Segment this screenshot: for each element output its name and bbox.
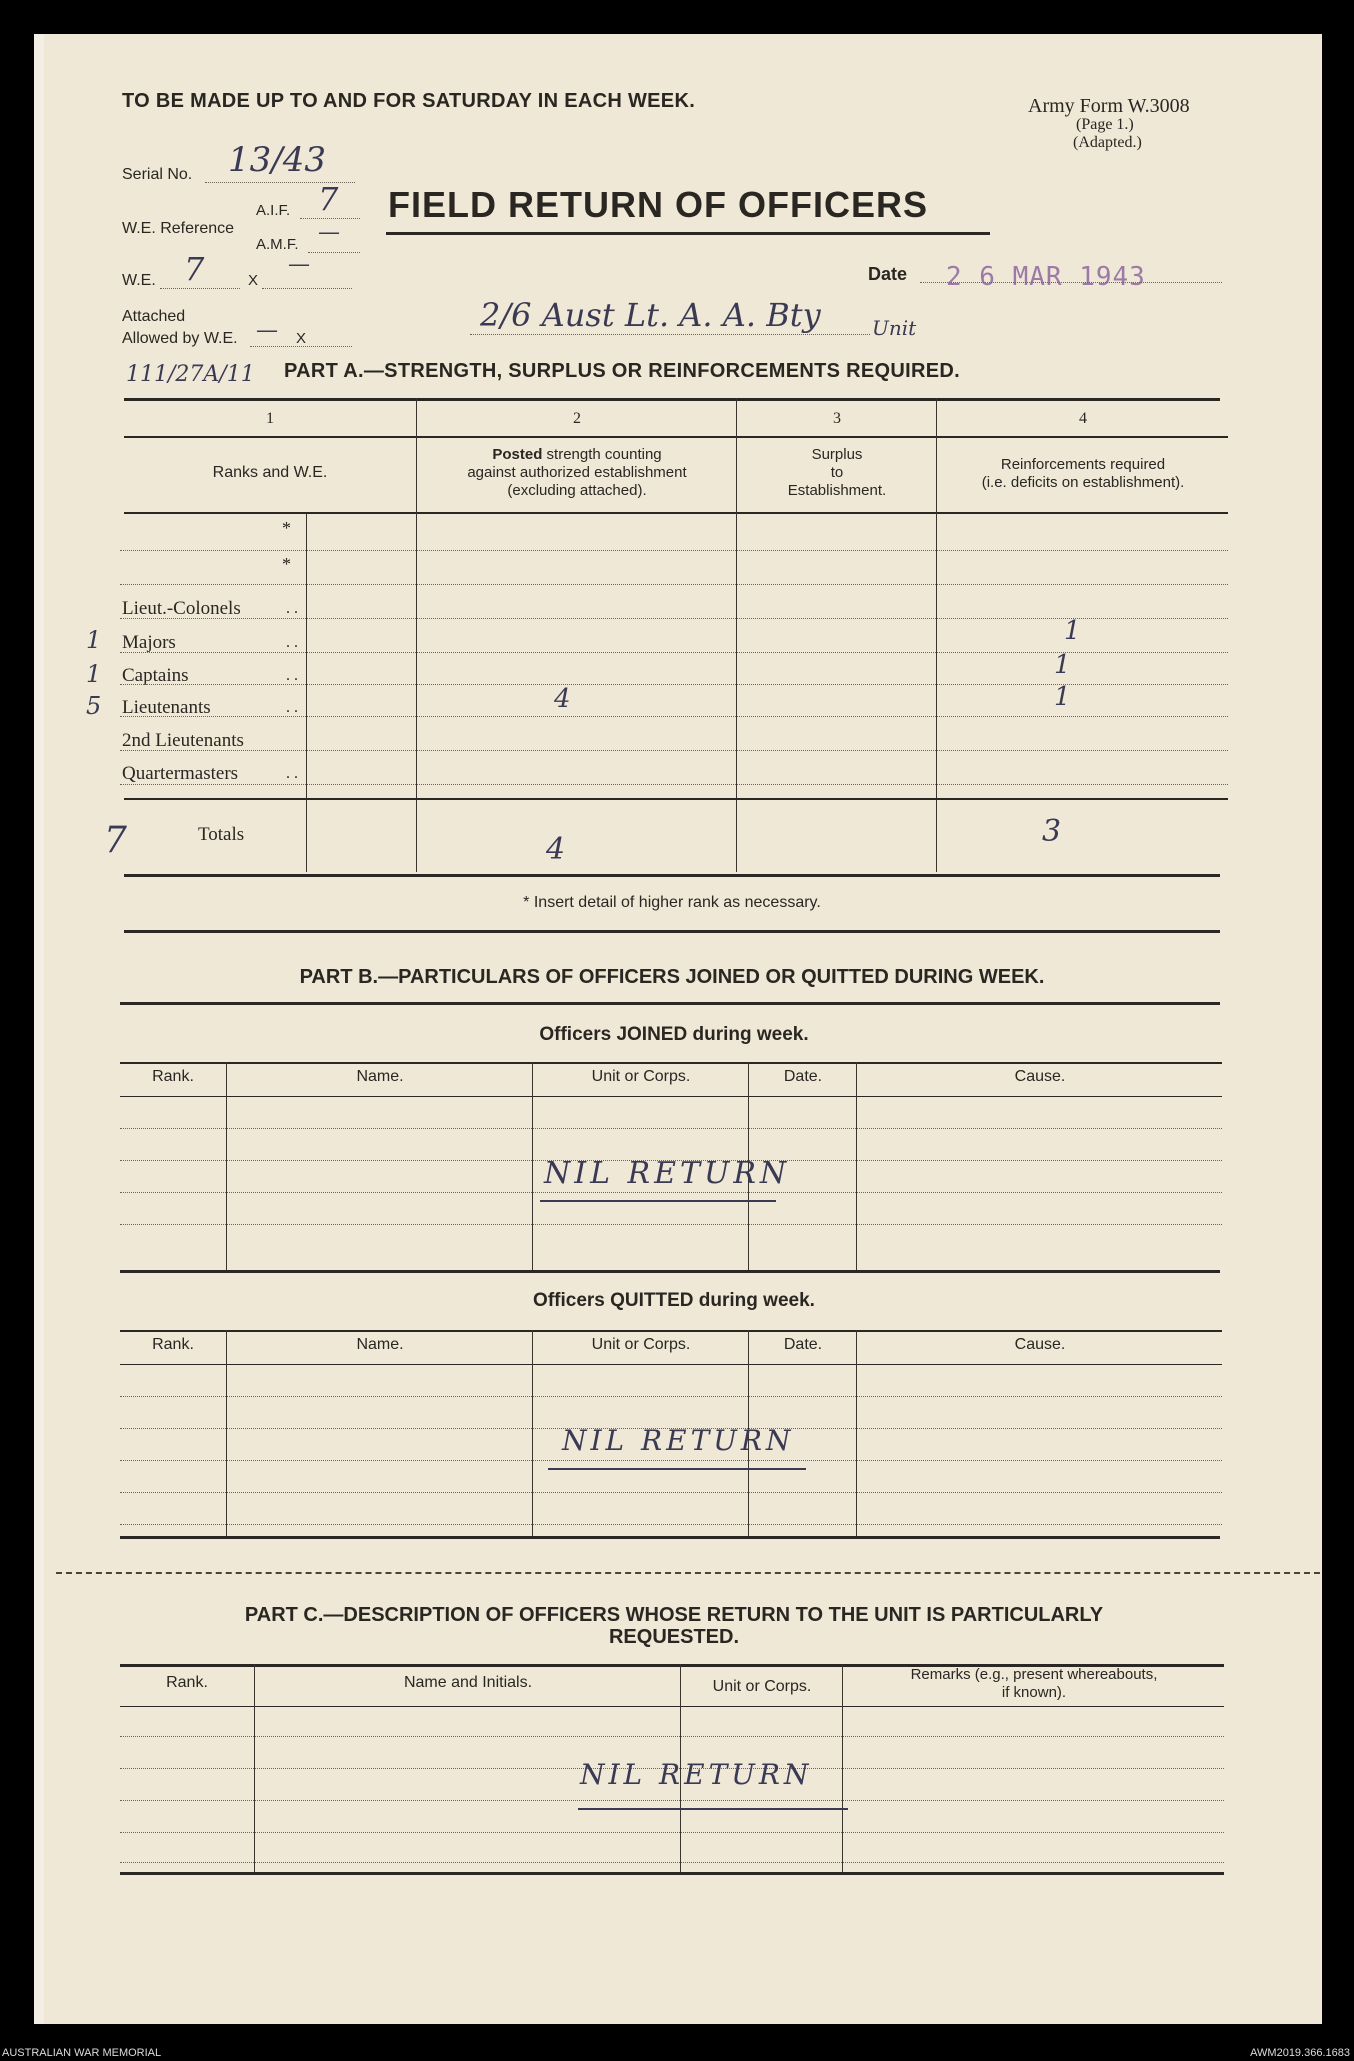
posted-value: 4: [554, 684, 571, 714]
col-name: Name.: [356, 1068, 404, 1085]
serial-label: Serial No.: [122, 166, 193, 183]
attached-label: Attached: [122, 308, 186, 325]
reinf-value: 1: [1054, 682, 1071, 712]
posted-line1: strength counting: [546, 446, 662, 463]
col-header-surplus: Surplus to Establishment.: [787, 446, 887, 499]
row-star: *: [282, 554, 291, 574]
leader-dots: . .: [286, 765, 298, 782]
date-stamp: 2 6 MAR 1943: [946, 262, 1146, 292]
unit-label: Unit: [872, 316, 917, 340]
col-number-1: 1: [266, 410, 274, 427]
unit-value: 2/6 Aust Lt. A. A. Bty: [480, 296, 821, 334]
footer-left: AUSTRALIAN WAR MEMORIAL: [2, 2047, 162, 2059]
row-star: *: [282, 518, 291, 538]
perforation-line: [56, 1572, 1320, 1574]
part-b-title: PART B.—PARTICULARS OF OFFICERS JOINED OR QUITTED DURING WEEK.: [299, 966, 1045, 988]
col-cause: Cause.: [1014, 1336, 1066, 1353]
page-number: (Page 1.): [1076, 116, 1134, 133]
allowed-value: —: [256, 318, 278, 343]
col-number-3: 3: [833, 410, 841, 427]
margin-note: 111/27A/11: [126, 362, 255, 387]
reinf-value: 1: [1064, 616, 1081, 646]
quitted-nil-return: NIL RETURN: [562, 1424, 795, 1457]
col-date: Date.: [783, 1068, 823, 1085]
part-a-footnote: * Insert detail of higher rank as necessary.: [523, 894, 821, 911]
leader-dots: . .: [286, 667, 298, 684]
row-margin-value: 1: [86, 660, 102, 688]
adapted-note: (Adapted.): [1073, 134, 1142, 151]
aif-value: 7: [318, 180, 339, 218]
joined-nil-return: NIL RETURN: [544, 1156, 791, 1191]
aif-label: A.I.F.: [256, 202, 291, 219]
col-name-initials: Name and Initials.: [403, 1674, 533, 1691]
col-rank: Rank.: [152, 1336, 194, 1353]
rank-label: Majors: [122, 632, 176, 653]
we-x-mark: X: [248, 272, 259, 289]
date-label: Date: [868, 264, 908, 284]
quitted-title: Officers QUITTED during week.: [533, 1290, 815, 1311]
col-cause: Cause.: [1014, 1068, 1066, 1085]
posted-line3: (excluding attached).: [507, 482, 647, 499]
part-a-title: PART A.—STRENGTH, SURPLUS OR REINFORCEMENTS REQUIRED.: [284, 360, 960, 382]
part-c-title: [124, 1604, 1224, 1648]
col-remarks: Remarks (e.g., present whereabouts, if known).: [910, 1666, 1158, 1701]
col-rank: Rank.: [166, 1674, 208, 1691]
we-value: 7: [184, 250, 205, 288]
part-c-nil-underline: [578, 1808, 848, 1810]
totals-label: Totals: [198, 824, 245, 845]
col-number-2: 2: [573, 410, 581, 427]
posted-bold-label: Posted: [492, 446, 543, 463]
col-name: Name.: [356, 1336, 404, 1353]
amf-label: A.M.F.: [256, 236, 299, 253]
col-unit: Unit or Corps.: [591, 1336, 691, 1353]
army-form-number: Army Form W.3008: [1028, 95, 1190, 117]
col-header-ranks: Ranks and W.E.: [212, 464, 328, 481]
serial-value: 13/43: [228, 140, 326, 180]
col-header-posted: [418, 446, 736, 500]
col-unit: Unit or Corps.: [591, 1068, 691, 1085]
leader-dots: . .: [286, 600, 298, 617]
rank-label: Lieutenants: [122, 697, 211, 718]
part-c-title-line1: PART C.—DESCRIPTION OF OFFICERS WHOSE RETURN TO THE UNIT IS PARTICULARLY: [244, 1604, 1104, 1626]
joined-nil-underline: [540, 1200, 776, 1202]
leader-dots: . .: [286, 634, 298, 651]
form-title: FIELD RETURN OF OFFICERS: [388, 184, 928, 225]
allowed-x-mark: X: [296, 330, 307, 347]
row-margin-value: 1: [86, 626, 102, 654]
footer-right: AWM2019.366.1683: [1250, 2047, 1350, 2059]
row-margin-value: 5: [86, 692, 102, 720]
col-number-4: 4: [1079, 410, 1087, 427]
part-c-nil-return: NIL RETURN: [580, 1758, 813, 1791]
col-header-reinforcements: Reinforcements required (i.e. deficits on establishment).: [981, 456, 1185, 491]
totals-margin-value: 7: [104, 820, 127, 861]
quitted-nil-underline: [548, 1468, 806, 1470]
we-reference-label: W.E. Reference: [122, 220, 235, 237]
reinf-value: 1: [1054, 650, 1071, 680]
part-c-title-line2: REQUESTED.: [608, 1626, 740, 1648]
leader-dots: . .: [286, 699, 298, 716]
we-label: W.E.: [122, 272, 156, 289]
col-unit: Unit or Corps.: [712, 1678, 812, 1695]
totals-reinf-value: 3: [1042, 814, 1062, 849]
totals-posted-value: 4: [546, 832, 566, 867]
rank-label: Quartermasters: [122, 763, 239, 784]
we-dash: —: [288, 252, 310, 277]
joined-title: Officers JOINED during week.: [539, 1024, 809, 1045]
header-instruction: TO BE MADE UP TO AND FOR SATURDAY IN EACH WEEK.: [122, 90, 696, 112]
rank-label: 2nd Lieutenants: [122, 730, 244, 751]
allowed-label: Allowed by W.E.: [122, 330, 238, 347]
amf-value: —: [318, 220, 340, 245]
posted-line2: against authorized establishment: [467, 464, 687, 481]
col-rank: Rank.: [152, 1068, 194, 1085]
col-date: Date.: [783, 1336, 823, 1353]
rank-label: Captains: [122, 665, 189, 686]
rank-label: Lieut.-Colonels: [122, 598, 241, 619]
